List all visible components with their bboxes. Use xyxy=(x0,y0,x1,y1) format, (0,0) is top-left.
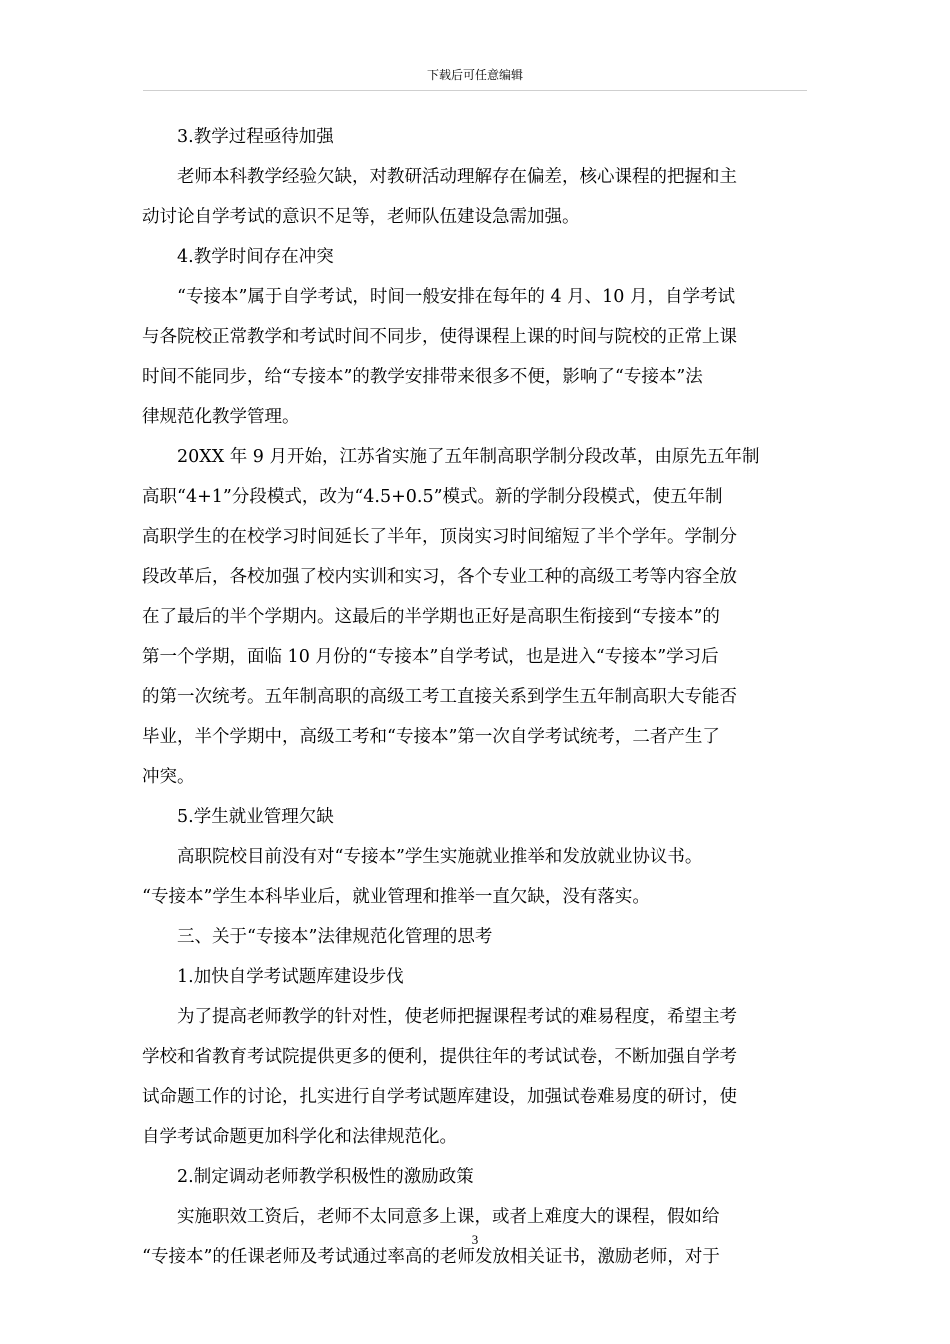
section-heading: 5.学生就业管理欠缺 xyxy=(177,807,334,827)
page-header: 下载后可任意编辑 xyxy=(426,68,523,82)
paragraph-line: “专接本”属于自学考试，时间一般安排在每年的 4 月、10 月，自学考试 xyxy=(177,287,735,307)
paragraph-line: 高职学生的在校学习时间延长了半年，顶岗实习时间缩短了半个学年。学制分 xyxy=(142,527,737,547)
header-divider xyxy=(143,90,807,91)
paragraph-line: 实施职效工资后，老师不太同意多上课，或者上难度大的课程，假如给 xyxy=(177,1207,720,1227)
paragraph-line: “专接本”学生本科毕业后，就业管理和推举一直欠缺，没有落实。 xyxy=(142,887,650,907)
paragraph-line: 毕业，半个学期中，高级工考和“专接本”第一次自学考试统考，二者产生了 xyxy=(142,727,720,747)
chapter-heading: 三、关于“专接本”法律规范化管理的思考 xyxy=(177,927,493,947)
paragraph-line: 高职院校目前没有对“专接本”学生实施就业推举和发放就业协议书。 xyxy=(177,847,703,867)
section-heading: 2.制定调动老师教学积极性的激励政策 xyxy=(177,1167,474,1187)
paragraph-line: 的第一次统考。五年制高职的高级工考工直接关系到学生五年制高职大专能否 xyxy=(142,687,737,707)
paragraph-line: 自学考试命题更加科学化和法律规范化。 xyxy=(142,1127,457,1147)
paragraph-line: 第一个学期，面临 10 月份的“专接本”自学考试，也是进入“专接本”学习后 xyxy=(142,647,719,667)
paragraph-line: 学校和省教育考试院提供更多的便利，提供往年的考试试卷，不断加强自学考 xyxy=(142,1047,737,1067)
paragraph-line: 动讨论自学考试的意识不足等，老师队伍建设急需加强。 xyxy=(142,207,580,227)
paragraph-line: 为了提高老师教学的针对性，使老师把握课程考试的难易程度，希望主考 xyxy=(177,1007,737,1027)
paragraph-line: 在了最后的半个学期内。这最后的半学期也正好是高职生衔接到“专接本”的 xyxy=(142,607,720,627)
paragraph-line: 20XX 年 9 月开始，江苏省实施了五年制高职学制分段改革，由原先五年制 xyxy=(177,447,760,467)
page-number: 3 xyxy=(471,1232,479,1247)
paragraph-line: 冲突。 xyxy=(142,767,195,787)
paragraph-line: 老师本科教学经验欠缺，对教研活动理解存在偏差，核心课程的把握和主 xyxy=(177,167,737,187)
paragraph-line: 试命题工作的讨论，扎实进行自学考试题库建设，加强试卷难易度的研讨，使 xyxy=(142,1087,737,1107)
paragraph-line: 段改革后，各校加强了校内实训和实习，各个专业工种的高级工考等内容全放 xyxy=(142,567,737,587)
paragraph-line: 时间不能同步，给“专接本”的教学安排带来很多不便，影响了“专接本”法 xyxy=(142,367,703,387)
paragraph-line: 律规范化教学管理。 xyxy=(142,407,300,427)
section-heading: 1.加快自学考试题库建设步伐 xyxy=(177,967,404,987)
paragraph-line: “专接本”的任课老师及考试通过率高的老师发放相关证书，激励老师，对于 xyxy=(142,1247,720,1267)
document-body xyxy=(142,117,808,1277)
section-heading: 3.教学过程亟待加强 xyxy=(177,127,334,147)
paragraph-line: 高职“4+1”分段模式，改为“4.5+0.5”模式。新的学制分段模式，使五年制 xyxy=(142,487,723,507)
section-heading: 4.教学时间存在冲突 xyxy=(177,247,334,267)
paragraph-line: 与各院校正常教学和考试时间不同步，使得课程上课的时间与院校的正常上课 xyxy=(142,327,737,347)
